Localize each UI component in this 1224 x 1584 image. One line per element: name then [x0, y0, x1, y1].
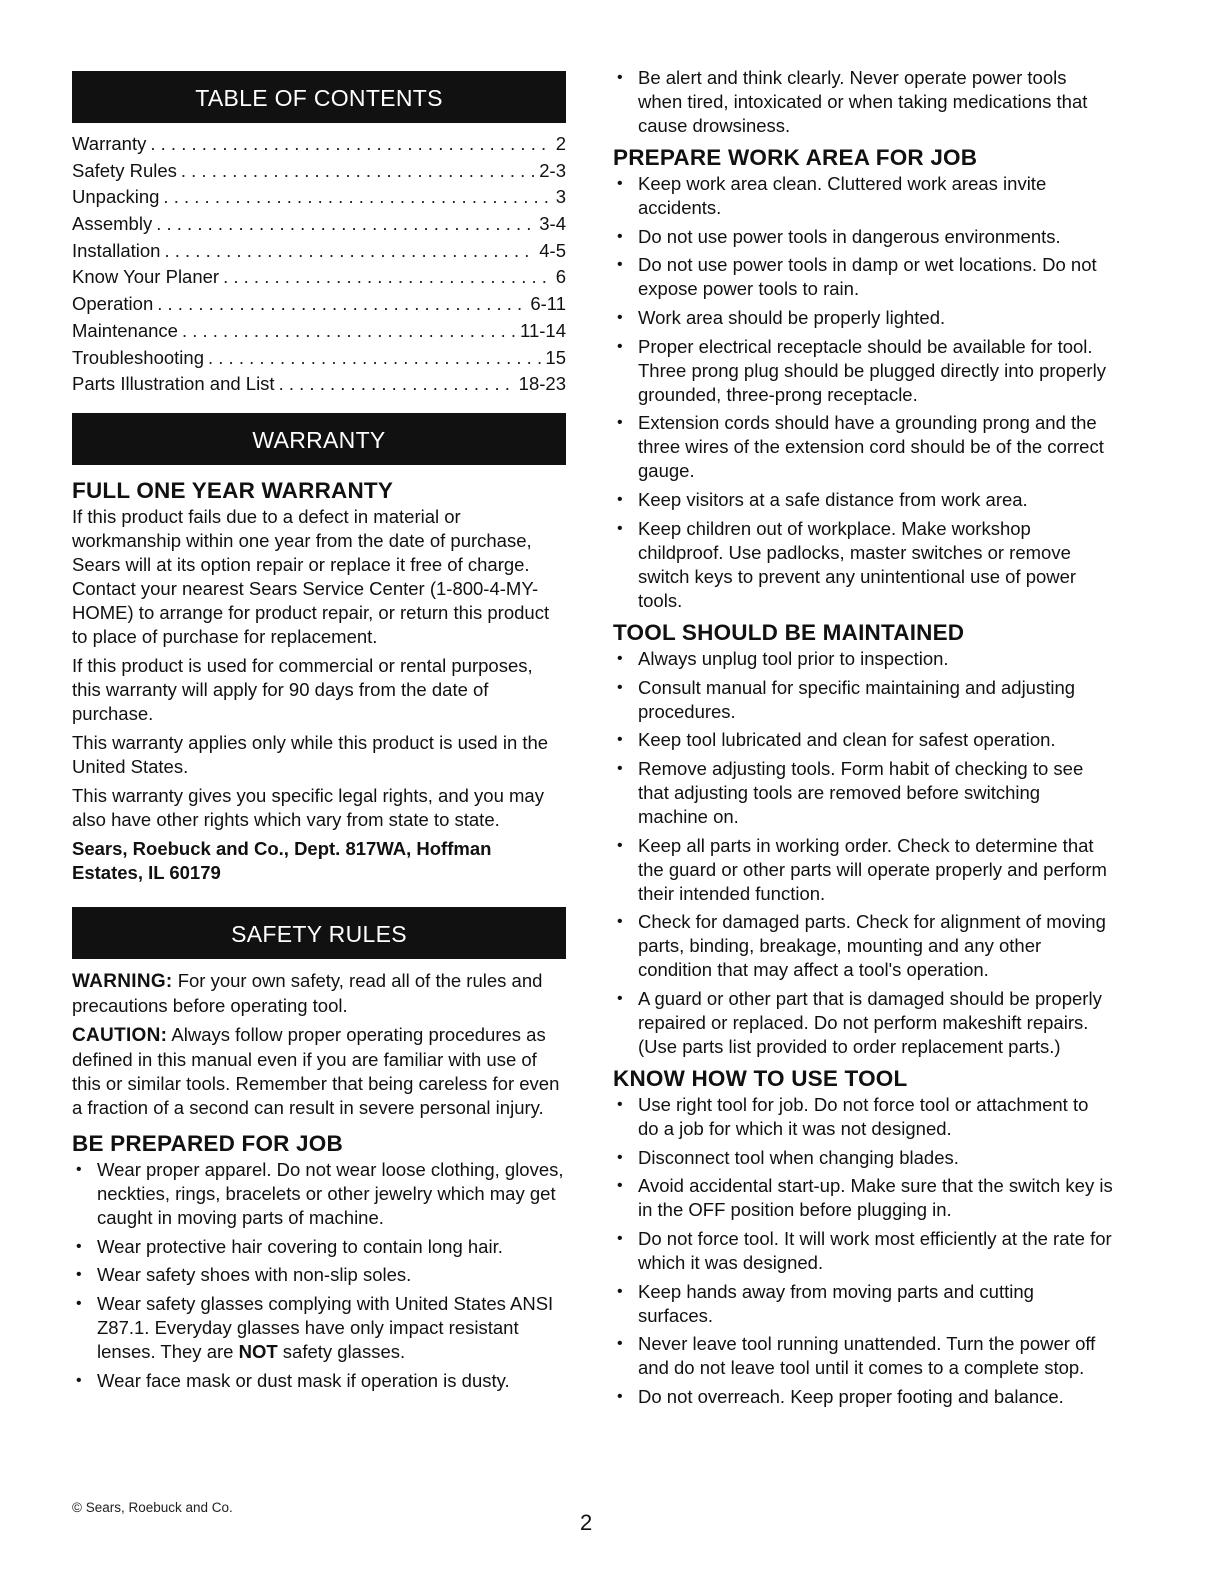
toc-leader — [156, 211, 535, 237]
list-item: • Never leave tool running unattended. Turn the power off and do not leave tool until it comes to a complete stop. — [613, 1332, 1113, 1380]
toc-leader — [181, 158, 535, 184]
toc-leader — [208, 345, 541, 371]
list-item: • Check for damaged parts. Check for alignment of moving parts, binding, breakage, mounting and any other condition that may affect a tool's operation. — [613, 910, 1113, 982]
know-how-list — [613, 1093, 1113, 1409]
toc-entry: Assembly . . . 3-4 — [72, 211, 566, 238]
warranty-banner: WARRANTY — [72, 413, 566, 465]
maintained-heading: TOOL SHOULD BE MAINTAINED — [613, 619, 965, 645]
toc-banner: TABLE OF CONTENTS — [72, 71, 566, 123]
list-item: • Keep hands away from moving parts and cutting surfaces. — [613, 1280, 1113, 1328]
list-item: • Work area should be properly lighted. — [613, 306, 1113, 330]
list-item: • Avoid accidental start-up. Make sure that the switch key is in the OFF position before plugging in. — [613, 1174, 1113, 1222]
toc-leader — [150, 131, 551, 157]
list-item: • Keep all parts in working order. Check to determine that the guard or other parts will operate properly and perform their intended function. — [613, 834, 1113, 906]
left-column — [72, 56, 566, 1397]
toc-leader — [279, 371, 515, 397]
list-item: • Do not use power tools in dangerous environments. — [613, 225, 1113, 249]
toc-leader — [182, 318, 516, 344]
toc-entry: Unpacking . . . 3 — [72, 184, 566, 211]
toc-leader — [157, 291, 526, 317]
list-item: • Wear protective hair covering to contain long hair. — [72, 1235, 566, 1259]
list-item: • Consult manual for specific maintaining and adjusting procedures. — [613, 676, 1113, 724]
warning-label: WARNING: — [72, 970, 173, 992]
toc-leader — [164, 238, 535, 264]
toc-entry: Operation . . . 6-11 — [72, 291, 566, 318]
toc-entry: Installation . . . 4-5 — [72, 238, 566, 265]
list-item: • Keep visitors at a safe distance from work area. — [613, 488, 1113, 512]
list-item: • Wear safety glasses complying with United States ANSI Z87.1. Everyday glasses have only impact resistant lenses. They are NOT safety glasses. — [72, 1292, 566, 1364]
right-column — [613, 56, 1113, 1414]
toc-leader — [163, 184, 551, 210]
list-item: • Wear safety shoes with non-slip soles. — [72, 1263, 566, 1287]
know-how-heading: KNOW HOW TO USE TOOL — [613, 1065, 908, 1091]
list-item: • Use right tool for job. Do not force tool or attachment to do a job for which it was not designed. — [613, 1093, 1113, 1141]
list-item: • Disconnect tool when changing blades. — [613, 1146, 1113, 1170]
list-item: • Do not use power tools in damp or wet locations. Do not expose power tools to rain. — [613, 253, 1113, 301]
list-item: • A guard or other part that is damaged should be properly repaired or replaced. Do not perform makeshift repairs. (Use parts list provided to order replacement parts.) — [613, 987, 1113, 1059]
list-item: • Proper electrical receptacle should be available for tool. Three prong plug should be plugged directly into properly grounded, three-prong receptacle. — [613, 335, 1113, 407]
toc-entry: Maintenance . . . 11-14 — [72, 318, 566, 345]
work-area-list — [613, 172, 1113, 613]
warranty-paragraph: If this product fails due to a defect in material or workmanship within one year from the date of purchase, Sears will at its option repair or replace it free of charge. Contact your nearest Sears Service Center (1-800-4-MY-HOME) to arrange for product repair, or return this product to place of purchase for replacement. — [72, 505, 550, 647]
toc-leader — [223, 264, 552, 290]
warranty-paragraph: If this product is used for commercial or rental purposes, this warranty will apply for 90 days from the date of purchase. — [72, 654, 533, 724]
copyright-notice: © Sears, Roebuck and Co. — [72, 1500, 233, 1515]
warranty-subheading: FULL ONE YEAR WARRANTY — [72, 477, 394, 503]
list-item: • Keep tool lubricated and clean for safest operation. — [613, 728, 1113, 752]
list-item: • Extension cords should have a grounding prong and the three wires of the extension cord should be of the correct gauge. — [613, 411, 1113, 483]
list-item: • Keep children out of workplace. Make workshop childproof. Use padlocks, master switches or remove switch keys to prevent any unintentional use of power tools. — [613, 517, 1113, 613]
be-prepared-continued-list — [613, 66, 1113, 138]
table-of-contents — [72, 131, 566, 398]
toc-entry: Parts Illustration and List . . . 18-23 — [72, 371, 566, 398]
safety-banner: SAFETY RULES — [72, 907, 566, 959]
toc-entry: Know Your Planer . . . 6 — [72, 264, 566, 291]
warranty-address: Sears, Roebuck and Co., Dept. 817WA, Hoffman Estates, IL 60179 — [72, 837, 492, 883]
list-item: • Always unplug tool prior to inspection. — [613, 647, 1113, 671]
toc-entry: Warranty . . . 2 — [72, 131, 566, 158]
warranty-paragraph: This warranty gives you specific legal rights, and you may also have other rights which vary from state to state. — [72, 784, 544, 830]
list-item: • Wear face mask or dust mask if operation is dusty. — [72, 1369, 566, 1393]
list-item: • Remove adjusting tools. Form habit of checking to see that adjusting tools are removed before switching machine on. — [613, 757, 1113, 829]
list-item: • Wear proper apparel. Do not wear loose clothing, gloves, neckties, rings, bracelets or other jewelry which may get caught in moving parts of machine. — [72, 1158, 566, 1230]
warranty-paragraph: This warranty applies only while this product is used in the United States. — [72, 731, 549, 777]
be-prepared-heading: BE PREPARED FOR JOB — [72, 1130, 343, 1156]
caution-paragraph: CAUTION: Always follow proper operating procedures as defined in this manual even if you are familiar with use of this or similar tools. Remember that being careless for even a fraction of a second can result in severe personal injury. — [72, 1023, 560, 1118]
list-item: • Be alert and think clearly. Never operate power tools when tired, intoxicated or when taking medications that cause drowsiness. — [613, 66, 1113, 138]
toc-entry: Safety Rules . . . 2-3 — [72, 158, 566, 185]
be-prepared-list — [72, 1158, 566, 1393]
toc-entry: Troubleshooting . . . 15 — [72, 345, 566, 372]
page-number: 2 — [580, 1510, 593, 1535]
list-item: • Do not force tool. It will work most efficiently at the rate for which it was designed. — [613, 1227, 1113, 1275]
caution-label: CAUTION: — [72, 1024, 168, 1046]
work-area-heading: PREPARE WORK AREA FOR JOB — [613, 145, 978, 170]
warning-paragraph: WARNING: For your own safety, read all of the rules and precautions before operating tool. — [72, 969, 543, 1016]
list-item: • Keep work area clean. Cluttered work areas invite accidents. — [613, 172, 1113, 220]
list-item: • Do not overreach. Keep proper footing and balance. — [613, 1385, 1113, 1409]
maintained-list — [613, 647, 1113, 1059]
